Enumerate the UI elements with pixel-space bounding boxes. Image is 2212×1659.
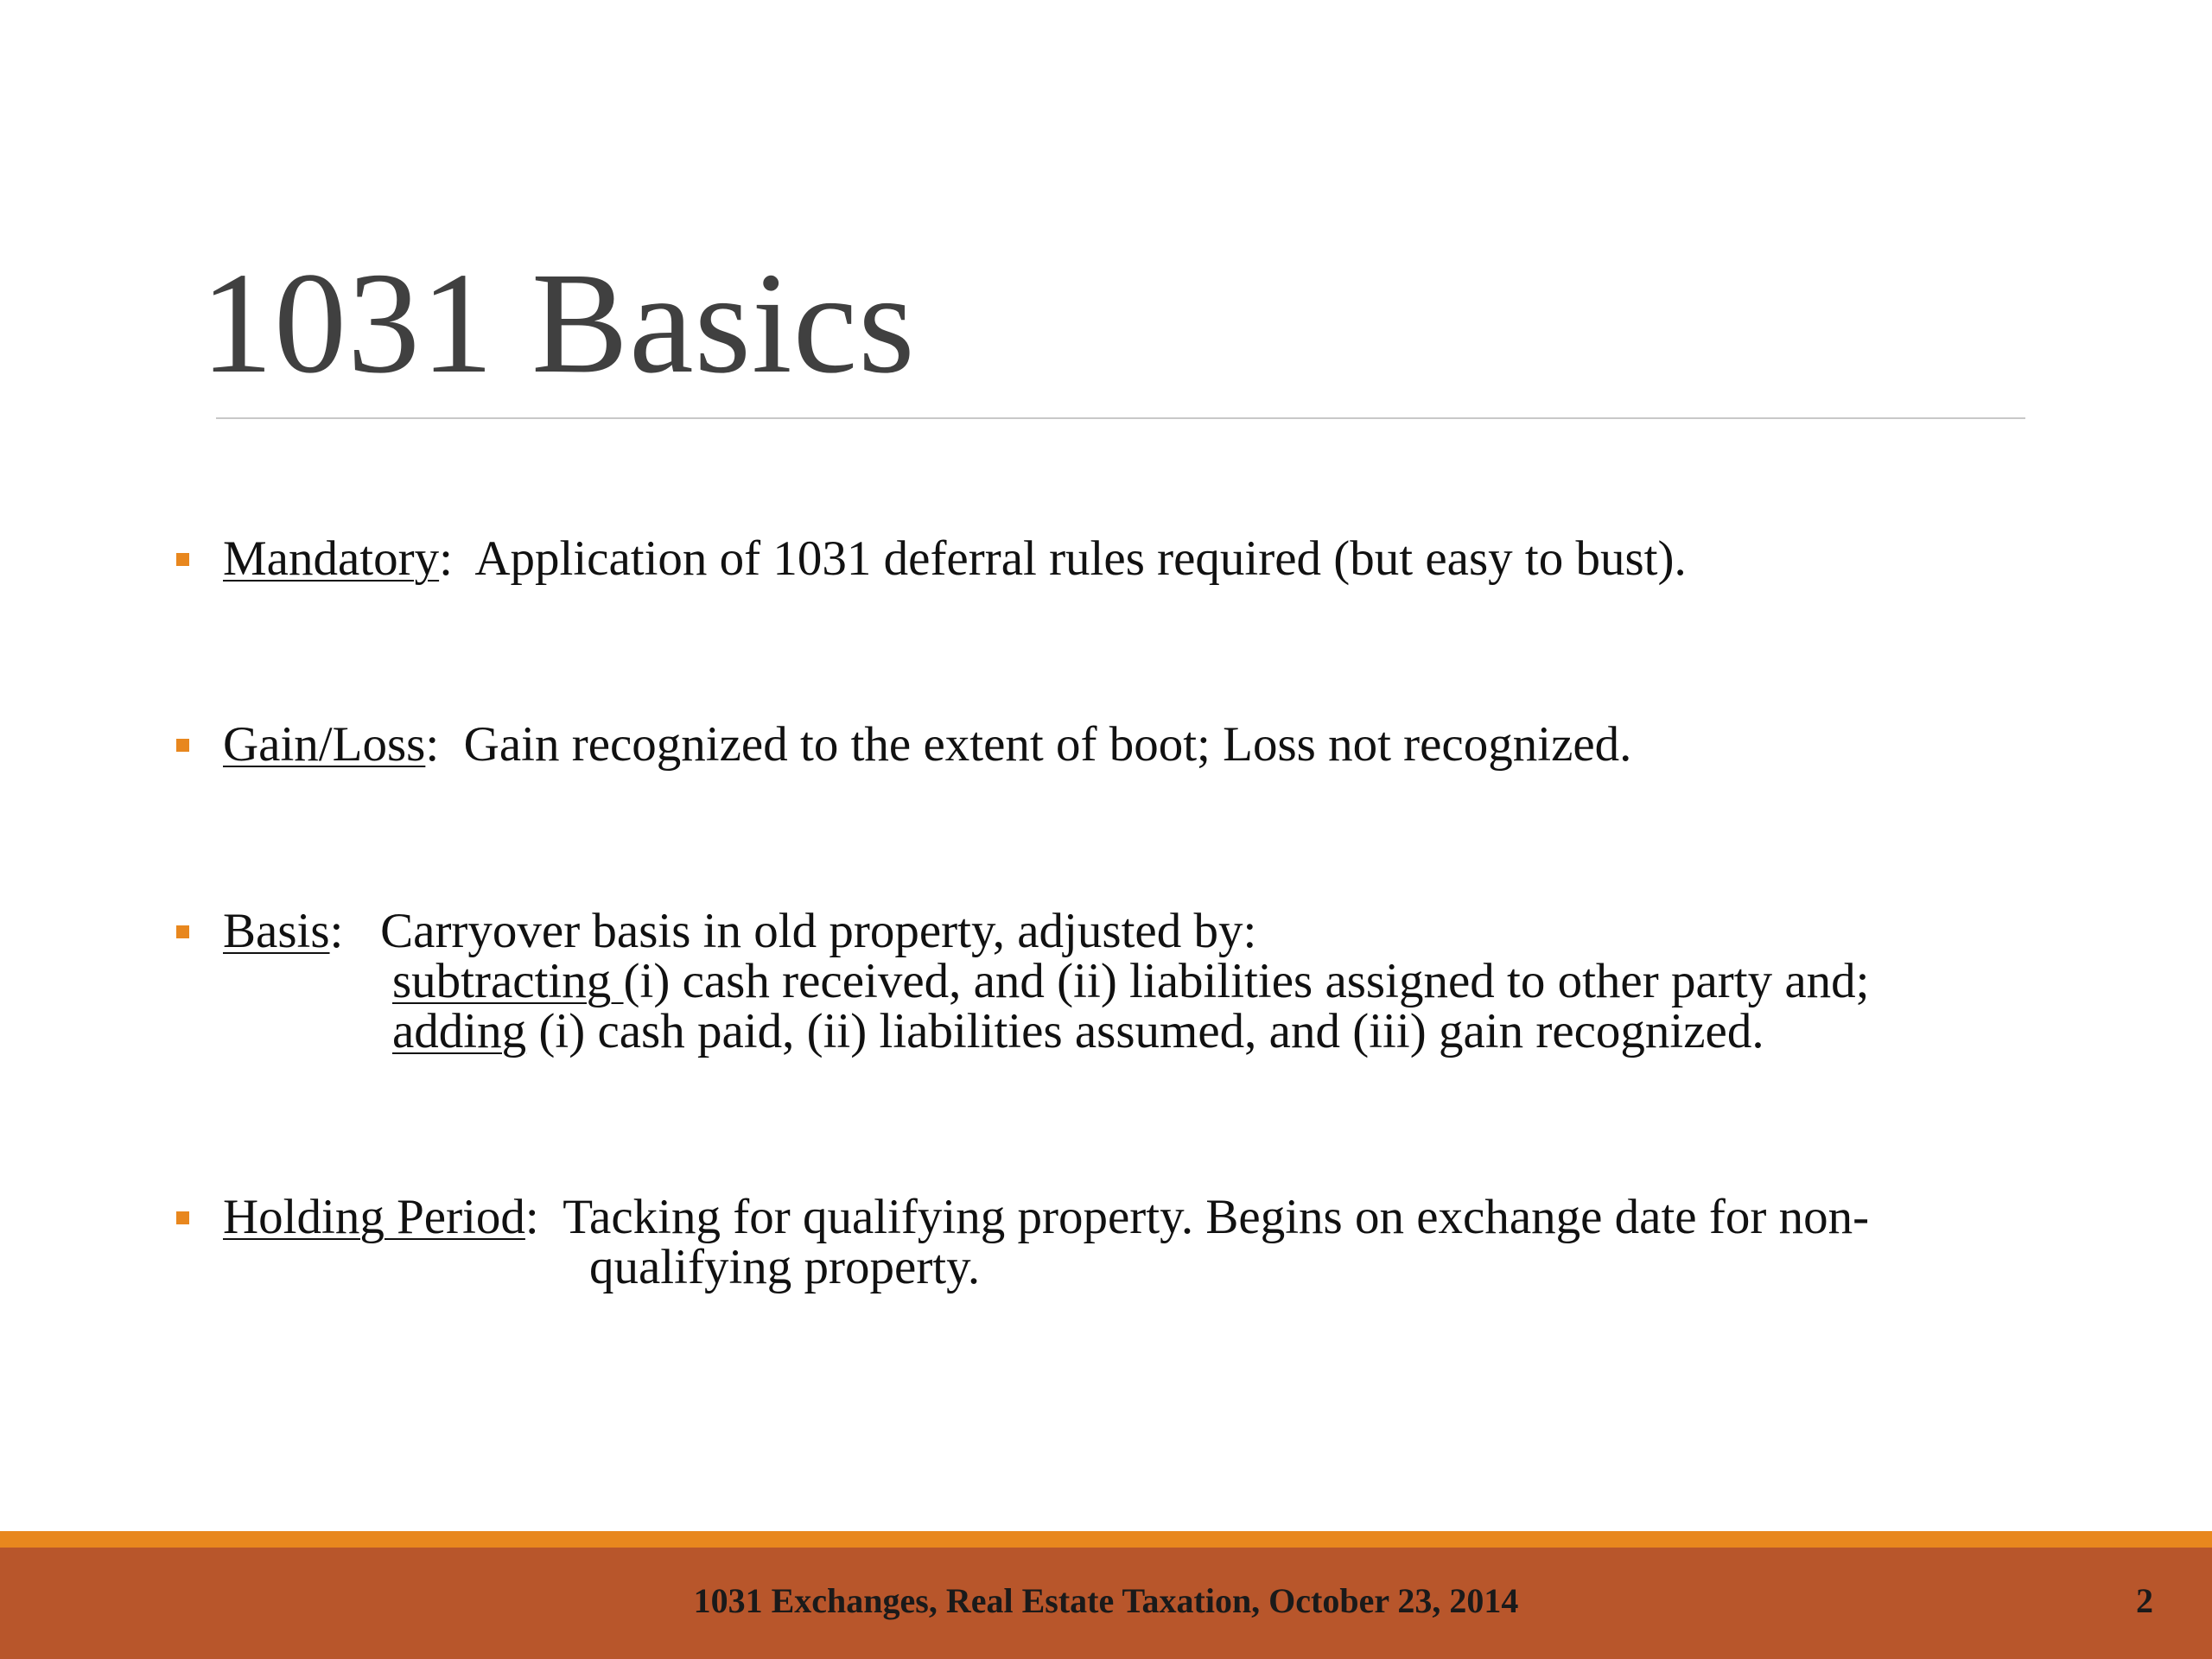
- bullet-holding-period: [223, 1192, 1869, 1293]
- basis-adding-text: (i) cash paid, (ii) liabilities assumed, and (iii) gain recognized.: [526, 1004, 1764, 1058]
- title-divider: [216, 417, 2025, 419]
- bullet-gain-loss: [223, 717, 1632, 772]
- bullet-term: Basis: [223, 904, 330, 958]
- bullet-marker-icon: [176, 739, 189, 752]
- bullet-basis: [223, 906, 1869, 1057]
- bullet-marker-icon: [176, 1211, 189, 1224]
- basis-subtracting-term: subtracting: [392, 954, 624, 1008]
- bullet-marker-icon: [176, 925, 189, 938]
- bullet-term: Holding Period: [223, 1190, 525, 1244]
- bullet-separator: :: [439, 531, 475, 586]
- bullet-term: Mandatory: [223, 531, 440, 586]
- basis-subtracting-line: [223, 954, 1870, 1008]
- bullet-mandatory: [223, 531, 1687, 586]
- basis-subtracting-text: (i) cash received, and (ii) liabilities assigned to other party and;: [623, 954, 1870, 1008]
- bullet-text: Tacking for qualifying property. Begins on exchange date for non-: [563, 1190, 1870, 1244]
- bullet-text: Application of 1031 deferral rules required (but easy to bust).: [474, 531, 1687, 586]
- bullet-term: Gain/Loss: [223, 717, 426, 772]
- bullet-text: Gain recognized to the extent of boot; Loss not recognized.: [463, 717, 1632, 772]
- bullet-marker-icon: [176, 553, 189, 566]
- footer-accent-stripe: [0, 1531, 2212, 1548]
- basis-adding-line: [223, 1004, 1869, 1058]
- slide-number: 2: [2136, 1581, 2153, 1620]
- basis-adding-term: adding: [392, 1004, 527, 1058]
- bullet-text: Carryover basis in old property, adjusted by:: [380, 904, 1257, 958]
- bullet-separator: :: [524, 1190, 563, 1244]
- bullet-continuation: qualifying property.: [589, 1240, 981, 1294]
- slide-title: 1031 Basics: [200, 243, 916, 404]
- bullet-separator: :: [329, 904, 381, 958]
- footer-text: 1031 Exchanges, Real Estate Taxation, October 23, 2014: [693, 1581, 1519, 1620]
- bullet-separator: :: [425, 717, 464, 772]
